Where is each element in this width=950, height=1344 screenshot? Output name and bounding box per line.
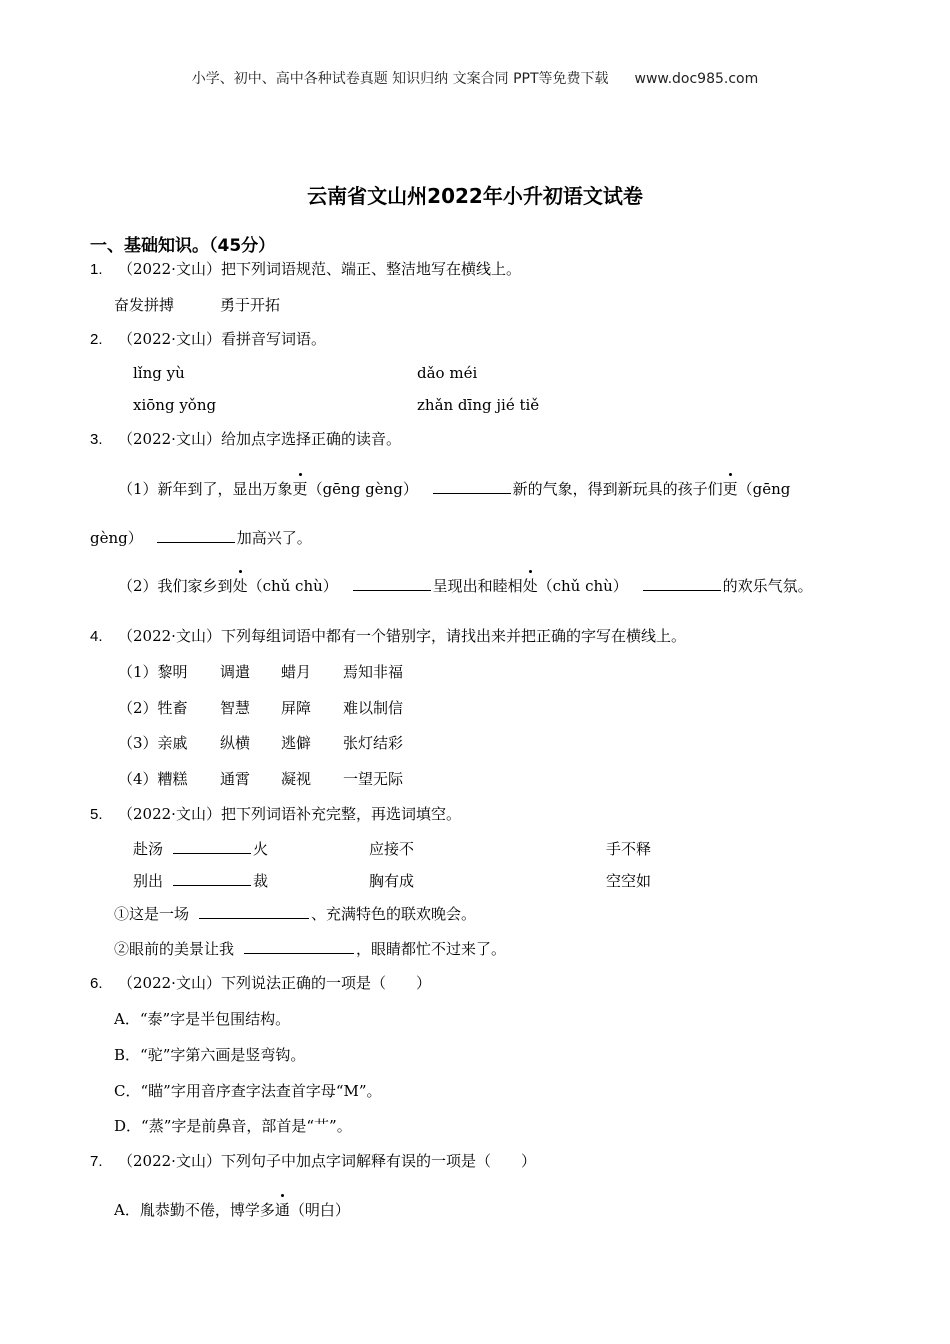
q5-idiom: [133, 838, 268, 859]
question-number: 4.: [90, 628, 103, 645]
choice-option[interactable]: [114, 1199, 350, 1220]
dotted-char: 更: [292, 480, 308, 498]
page-title: 云南省文山州2022年小升初语文试卷: [307, 184, 643, 208]
pinyin-item: xiōng yǒng: [133, 396, 217, 414]
text: （明白）: [289, 1201, 350, 1219]
word: 张灯结彩: [343, 734, 404, 752]
word: （3）亲戚: [118, 734, 188, 752]
question-stem: （2022·文山）下列句子中加点字词解释有误的一项是（ ）: [118, 1152, 536, 1170]
q5-idiom: 手不释: [606, 840, 652, 858]
word: 焉知非福: [343, 663, 404, 681]
options: （gēng: [737, 480, 791, 498]
q3-line-1-cont: [90, 527, 312, 548]
answer-blank[interactable]: [199, 904, 309, 919]
answer-blank[interactable]: [173, 839, 251, 854]
question-3: [90, 428, 401, 449]
options: gèng）: [90, 529, 143, 547]
question-5: [90, 803, 461, 824]
options: （gēng gèng）: [307, 480, 418, 498]
word: （4）糟糕: [118, 770, 188, 788]
question-2: [90, 328, 326, 349]
q1-word: 勇于开拓: [220, 296, 281, 314]
q4-row: [118, 732, 403, 753]
text: 、充满特色的联欢晚会。: [311, 905, 477, 923]
answer-blank[interactable]: [353, 576, 431, 591]
question-number: 5.: [90, 806, 103, 823]
text: 呈现出和睦相: [432, 577, 523, 595]
word: （2）牲畜: [118, 699, 188, 717]
q5-sentence: [114, 938, 506, 959]
q5-sentence: [114, 903, 476, 924]
text: 火: [253, 840, 269, 858]
choice-option[interactable]: D．“蒸”字是前鼻音，部首是“艹”。: [114, 1117, 352, 1135]
text: 赴汤: [133, 840, 164, 858]
choice-option[interactable]: C．“瞄”字用音序查字法查首字母“M”。: [114, 1082, 382, 1100]
word: 调遣: [220, 663, 251, 681]
question-stem: （2022·文山）给加点字选择正确的读音。: [118, 430, 401, 448]
word: 屏障: [281, 699, 312, 717]
question-stem: （2022·文山）把下列词语补充完整，再选词填空。: [118, 805, 461, 823]
q5-idiom: [133, 870, 268, 891]
word: 通霄: [220, 770, 251, 788]
answer-blank[interactable]: [173, 871, 251, 886]
word: 蜡月: [281, 663, 312, 681]
options: （chǔ chù）: [247, 577, 338, 595]
section-heading: 一、基础知识。（45分）: [90, 236, 276, 256]
page-header: [0, 68, 950, 88]
text: 别出: [133, 872, 164, 890]
text: ①这是一场: [114, 905, 190, 923]
word: （1）黎明: [118, 663, 188, 681]
answer-blank[interactable]: [244, 939, 354, 954]
question-stem: （2022·文山）看拼音写词语。: [118, 330, 326, 348]
q1-word: 奋发拼搏: [114, 296, 175, 314]
text: ，眼睛都忙不过来了。: [356, 940, 507, 958]
q5-idiom: 空空如: [606, 872, 652, 890]
question-number: 3.: [90, 431, 103, 448]
answer-blank[interactable]: [157, 528, 235, 543]
answer-blank[interactable]: [433, 479, 511, 494]
text: ②眼前的美景让我: [114, 940, 235, 958]
text: A．胤恭勤不倦，博学多: [114, 1201, 275, 1219]
word: 凝视: [281, 770, 312, 788]
q4-row: [118, 768, 403, 789]
dotted-char: 处: [232, 577, 248, 595]
choice-option[interactable]: B．“驼”字第六画是竖弯钩。: [114, 1046, 306, 1064]
dotted-char: 通: [274, 1201, 290, 1219]
pinyin-item: dǎo méi: [417, 364, 478, 382]
choice-option[interactable]: A．“泰”字是半包围结构。: [114, 1010, 291, 1028]
text: 新的气象，得到新玩具的孩子们: [512, 480, 723, 498]
q3-line-1: [118, 478, 790, 499]
dotted-char: 更: [722, 480, 738, 498]
question-number: 6.: [90, 975, 103, 992]
text: 的欢乐气氛。: [722, 577, 813, 595]
q4-row: [118, 697, 403, 718]
question-1: [90, 258, 521, 279]
text: 裁: [253, 872, 269, 890]
word: 难以制信: [343, 699, 404, 717]
word: 纵横: [220, 734, 251, 752]
question-stem: （2022·文山）下列每组词语中都有一个错别字，请找出来并把正确的字写在横线上。: [118, 627, 686, 645]
question-4: [90, 625, 686, 646]
q5-idiom: 胸有成: [369, 872, 415, 890]
dotted-char: 处: [522, 577, 538, 595]
word: 逃僻: [281, 734, 312, 752]
pinyin-item: lǐng yù: [133, 364, 185, 382]
text: （1）新年到了，显出万象: [118, 480, 293, 498]
q4-row: [118, 661, 403, 682]
text: （2）我们家乡到: [118, 577, 233, 595]
question-6: [90, 972, 431, 993]
pinyin-item: zhǎn dīng jié tiě: [417, 396, 540, 414]
header-text: 小学、初中、高中各种试卷真题 知识归纳 文案合同 PPT等免费下载: [191, 71, 609, 87]
answer-blank[interactable]: [643, 576, 721, 591]
question-stem: （2022·文山）下列说法正确的一项是（ ）: [118, 974, 431, 992]
question-7: [90, 1150, 536, 1171]
word: 一望无际: [343, 770, 404, 788]
q3-line-2: [118, 575, 813, 596]
question-number: 7.: [90, 1153, 103, 1170]
question-number: 2.: [90, 331, 103, 348]
question-stem: （2022·文山）把下列词语规范、端正、整洁地写在横线上。: [118, 260, 521, 278]
question-number: 1.: [90, 261, 103, 278]
options: （chǔ chù）: [537, 577, 628, 595]
header-url[interactable]: www.doc985.com: [634, 71, 759, 87]
q5-idiom: 应接不: [369, 840, 415, 858]
word: 智慧: [220, 699, 251, 717]
text: 加高兴了。: [236, 529, 312, 547]
